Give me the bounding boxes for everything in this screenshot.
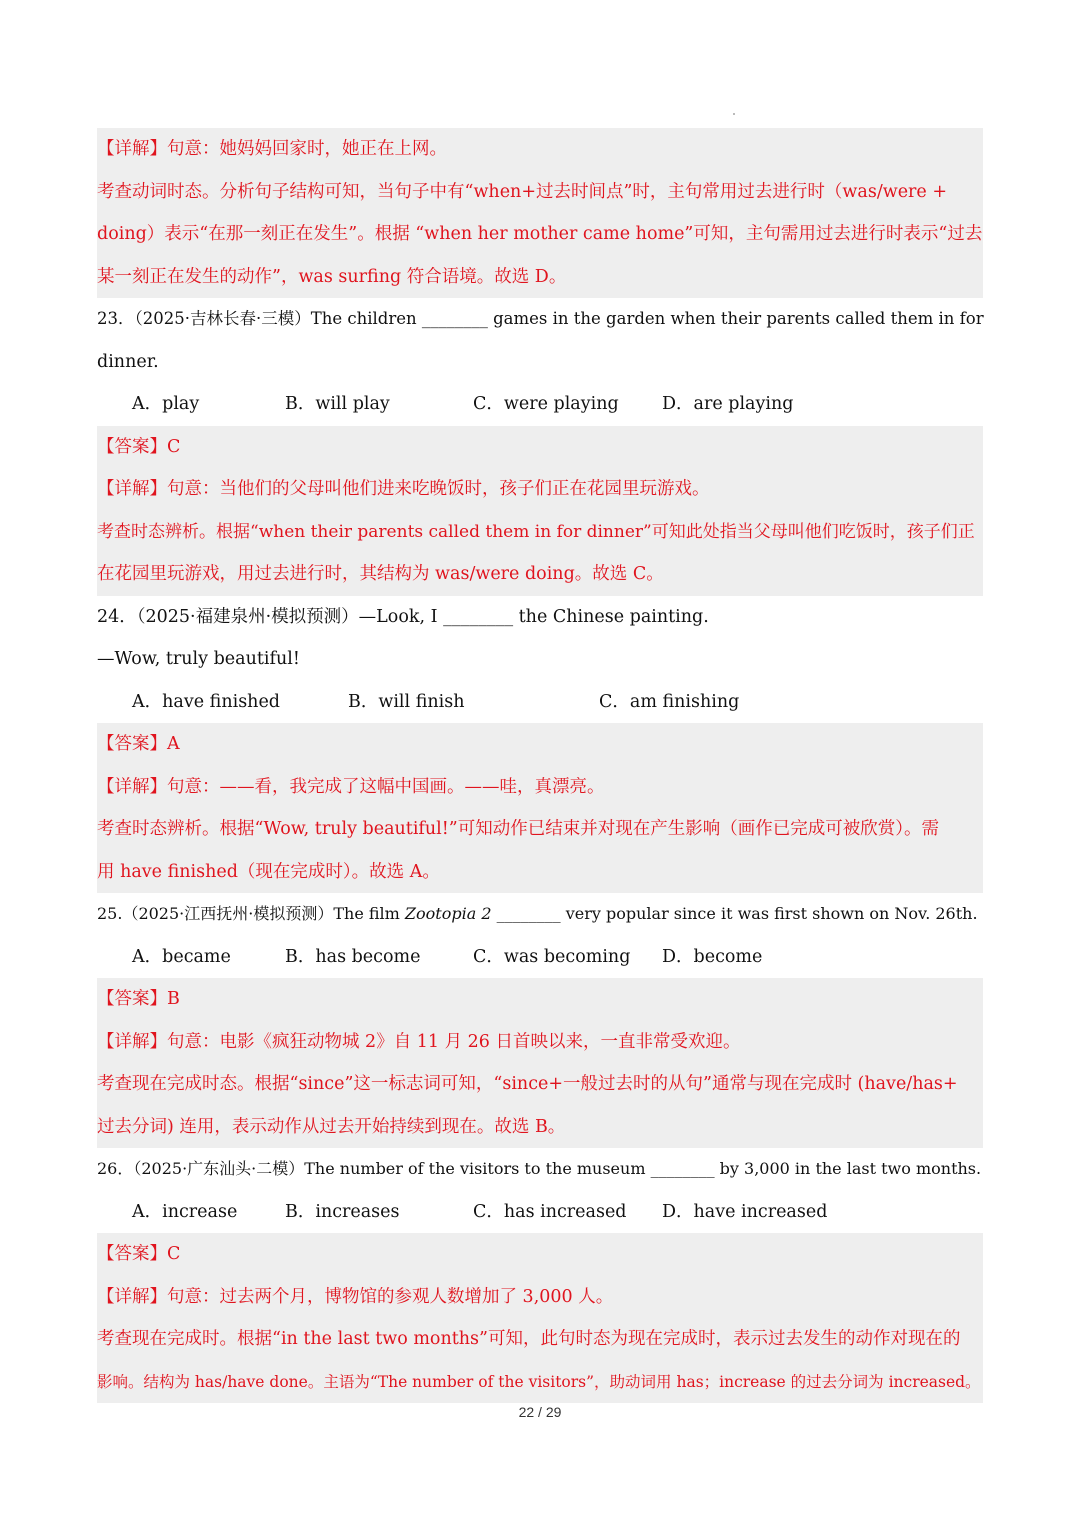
- answer-label: 【答案】: [97, 734, 167, 754]
- q24-analysis-line: 考查时态辨析。根据“Wow, truly beautiful!”可知动作已结束并对现在产生影响（画作已完成可被欣赏）。需: [97, 808, 983, 851]
- q24-stem-cont: —Wow, truly beautiful!: [97, 649, 300, 669]
- q24-analysis-line: 用 have finished（现在完成时）。故选 A。: [97, 851, 983, 894]
- q22-detail: [97, 128, 983, 171]
- detail-text: 句意：电影《疯狂动物城 2》自 11 月 26 日首映以来，一直非常受欢迎。: [167, 1031, 741, 1052]
- page-number: 22 / 29: [518, 1404, 562, 1420]
- option-a[interactable]: A．increase: [132, 1201, 238, 1222]
- option-b[interactable]: B．will finish: [348, 691, 465, 712]
- option-a[interactable]: A．became: [132, 946, 231, 967]
- detail-text: 句意：——看，我完成了这幅中国画。——哇，真漂亮。: [167, 776, 605, 797]
- q26-stem: 26．（2025·广东汕头·二模）The number of the visitors to the museum ________ by 3,000 in the last two months.: [97, 1159, 982, 1178]
- q26-options: [97, 1191, 983, 1234]
- detail-text: 句意：过去两个月，博物馆的参观人数增加了 3,000 人。: [167, 1286, 614, 1307]
- q23-analysis-line: 在花园里玩游戏，用过去进行时，其结构为 was/were doing。故选 C。: [97, 553, 983, 596]
- answer-value: C: [167, 1244, 181, 1264]
- option-d[interactable]: D．become: [662, 946, 763, 967]
- option-c[interactable]: C．was becoming: [473, 946, 631, 967]
- q25-analysis-line: 考查现在完成时态。根据“since”这一标志词可知，“since+一般过去时的从句”通常与现在完成时 (have/has+: [97, 1063, 983, 1106]
- q24-stem: 24．（2025·福建泉州·模拟预测）—Look, I ________ the Chinese painting.: [97, 606, 709, 627]
- detail-label: 【详解】: [97, 1031, 167, 1052]
- q22-analysis-line: 考查动词时态。分析句子结构可知，当句子中有“when+过去时间点”时，主句常用过去进行时（was/were +: [97, 171, 983, 214]
- q24-detail: [97, 766, 983, 809]
- q25-options: [97, 936, 983, 979]
- q24-answer: [97, 723, 983, 766]
- option-b[interactable]: B．increases: [285, 1201, 400, 1222]
- option-c[interactable]: C．has increased: [473, 1201, 627, 1222]
- answer-label: 【答案】: [97, 436, 167, 457]
- scan-dot: [733, 113, 735, 115]
- q26-answer: [97, 1233, 983, 1276]
- q25-answer: [97, 978, 983, 1021]
- q23-detail: [97, 468, 983, 511]
- detail-label: 【详解】: [97, 479, 167, 499]
- option-c[interactable]: C．were playing: [473, 394, 619, 414]
- detail-text: 句意：当他们的父母叫他们进来吃晚饭时，孩子们正在花园里玩游戏。: [167, 479, 710, 499]
- q25-analysis-line: 过去分词) 连用，表示动作从过去开始持续到现在。故选 B。: [97, 1106, 983, 1149]
- answer-label: 【答案】: [97, 989, 167, 1009]
- option-b[interactable]: B．will play: [285, 394, 390, 414]
- answer-value: A: [167, 734, 180, 754]
- q25-stem-prefix: 25.（2025·江西抚州·模拟预测）The film: [97, 904, 405, 923]
- option-c[interactable]: C．am finishing: [599, 691, 740, 712]
- answer-value: B: [167, 989, 180, 1009]
- q25-detail: [97, 1021, 983, 1064]
- option-d[interactable]: D．have increased: [662, 1201, 828, 1222]
- detail-label: 【详解】: [97, 1286, 167, 1307]
- q23-analysis-line: 考查时态辨析。根据“when their parents called them in for dinner”可知此处指当父母叫他们吃饭时，孩子们正: [97, 511, 983, 554]
- detail-text: 句意：她妈妈回家时，她正在上网。: [167, 139, 447, 159]
- q26-analysis-line: 考查现在完成时。根据“in the last two months”可知，此句时态为现在完成时，表示过去发生的动作对现在的: [97, 1318, 983, 1361]
- option-d[interactable]: D．are playing: [662, 394, 794, 414]
- q23-stem-cont: dinner.: [97, 351, 159, 372]
- q24-options: [97, 681, 983, 724]
- q26-analysis-line: 影响。结构为 has/have done。主语为“The number of the visitors”，助动词用 has；increase 的过去分词为 increased。: [97, 1361, 983, 1404]
- q23-options: [97, 383, 983, 426]
- answer-label: 【答案】: [97, 1244, 167, 1264]
- film-title: Zootopia 2: [404, 904, 492, 923]
- answer-value: C: [167, 436, 181, 457]
- q22-analysis-line: doing）表示“在那一刻正在发生”。根据 “when her mother came home”可知，主句需用过去进行时表示“过去: [97, 213, 983, 256]
- option-a[interactable]: A．have finished: [132, 691, 280, 712]
- option-b[interactable]: B．has become: [285, 946, 421, 967]
- q22-analysis-line: 某一刻正在发生的动作”，was surfing 符合语境。故选 D。: [97, 256, 983, 299]
- detail-label: 【详解】: [97, 776, 167, 797]
- q23-stem: 23．（2025·吉林长春·三模）The children ________ games in the garden when their parents called them in for: [97, 309, 984, 328]
- q26-detail: [97, 1276, 983, 1319]
- q23-answer: [97, 426, 983, 469]
- detail-label: 【详解】: [97, 139, 167, 159]
- document-body: [97, 128, 983, 1403]
- option-a[interactable]: A．play: [132, 394, 200, 414]
- q25-stem-suffix: ________ very popular since it was first shown on Nov. 26th.: [491, 904, 978, 923]
- q25-stem: [97, 893, 983, 936]
